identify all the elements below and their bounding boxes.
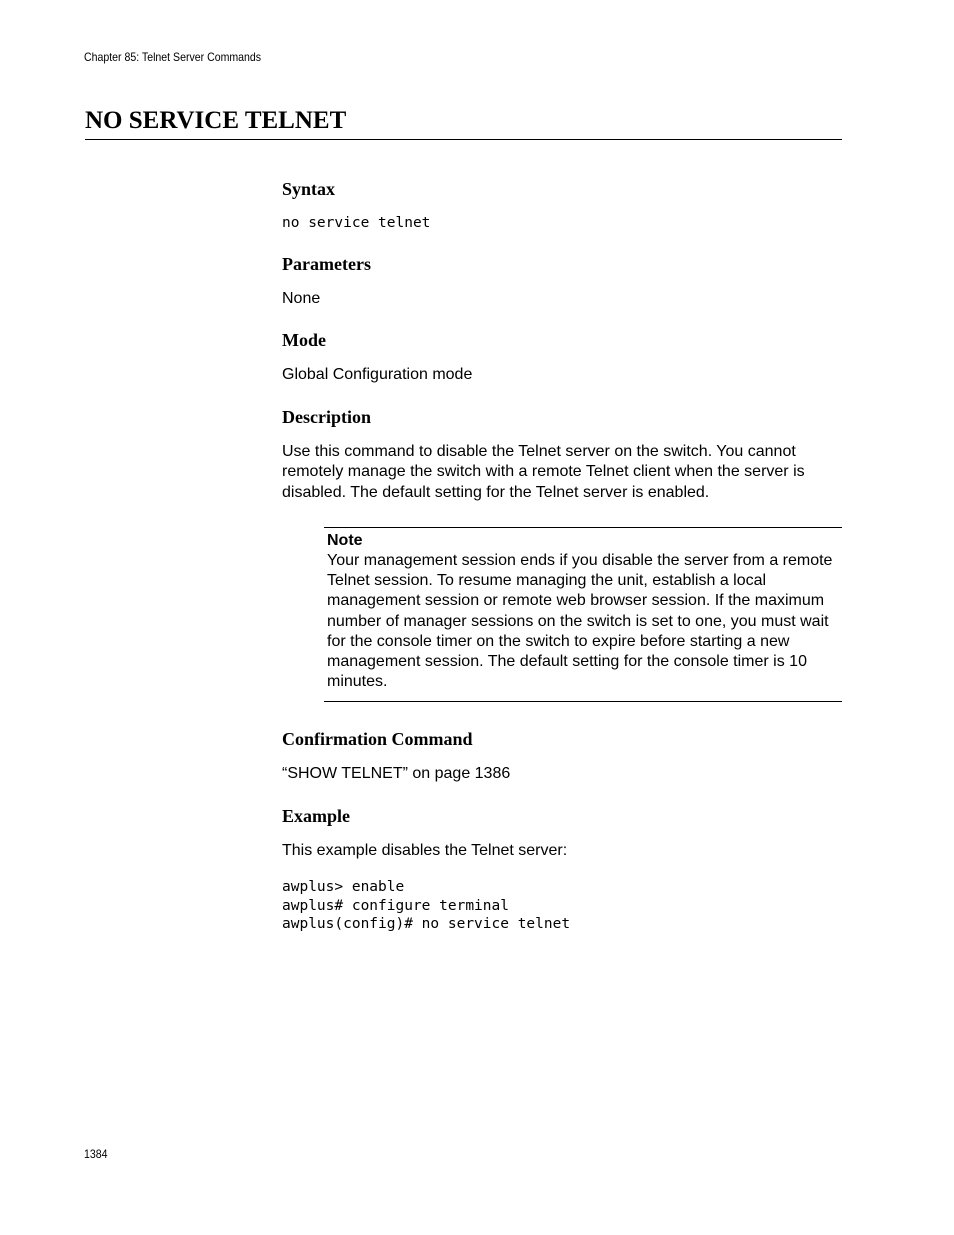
example-code-line: awplus(config)# no service telnet [282, 916, 571, 933]
example-code-line: awplus# configure terminal [282, 897, 509, 914]
confirmation-heading: Confirmation Command [282, 729, 473, 750]
parameters-heading: Parameters [282, 253, 371, 274]
syntax-heading: Syntax [282, 179, 336, 199]
example-section [282, 804, 842, 934]
example-code [282, 878, 842, 934]
page-number: 1384 [84, 1147, 108, 1161]
confirmation-link[interactable]: “SHOW TELNET” on page 1386 [282, 765, 511, 783]
note-title: Note [327, 532, 363, 549]
example-code-line: awplus> enable [282, 879, 405, 896]
syntax-code: no service telnet [282, 215, 431, 231]
description-section [282, 405, 842, 504]
mode-heading: Mode [282, 330, 326, 350]
example-text: This example disables the Telnet server: [282, 841, 568, 859]
parameters-section [282, 252, 842, 310]
syntax-section [282, 177, 842, 233]
page-title: NO SERVICE TELNET [85, 106, 842, 140]
description-text: Use this command to disable the Telnet server on the switch. You cannot remotely manage the switch with a remote Telnet client when the server is disabled. The default setting for the Telnet server is enabled. [282, 442, 805, 501]
description-heading: Description [282, 406, 371, 427]
command-content [282, 177, 842, 934]
note-box [324, 527, 842, 702]
parameters-text: None [282, 289, 321, 307]
mode-section [282, 328, 842, 386]
confirmation-section [282, 727, 842, 785]
note-text: Your management session ends if you disable the server from a remote Telnet session. To resume managing the unit, establish a local management session or remote web browser session. If the maximum number of manager sessions on the switch is set to one, you must wait for the console timer on the switch to expire before starting a new management session. The default setting for the console timer is 10 minutes. [327, 552, 833, 691]
mode-text: Global Configuration mode [282, 366, 473, 383]
running-header: Chapter 85: Telnet Server Commands [84, 50, 262, 64]
example-heading: Example [282, 805, 351, 826]
